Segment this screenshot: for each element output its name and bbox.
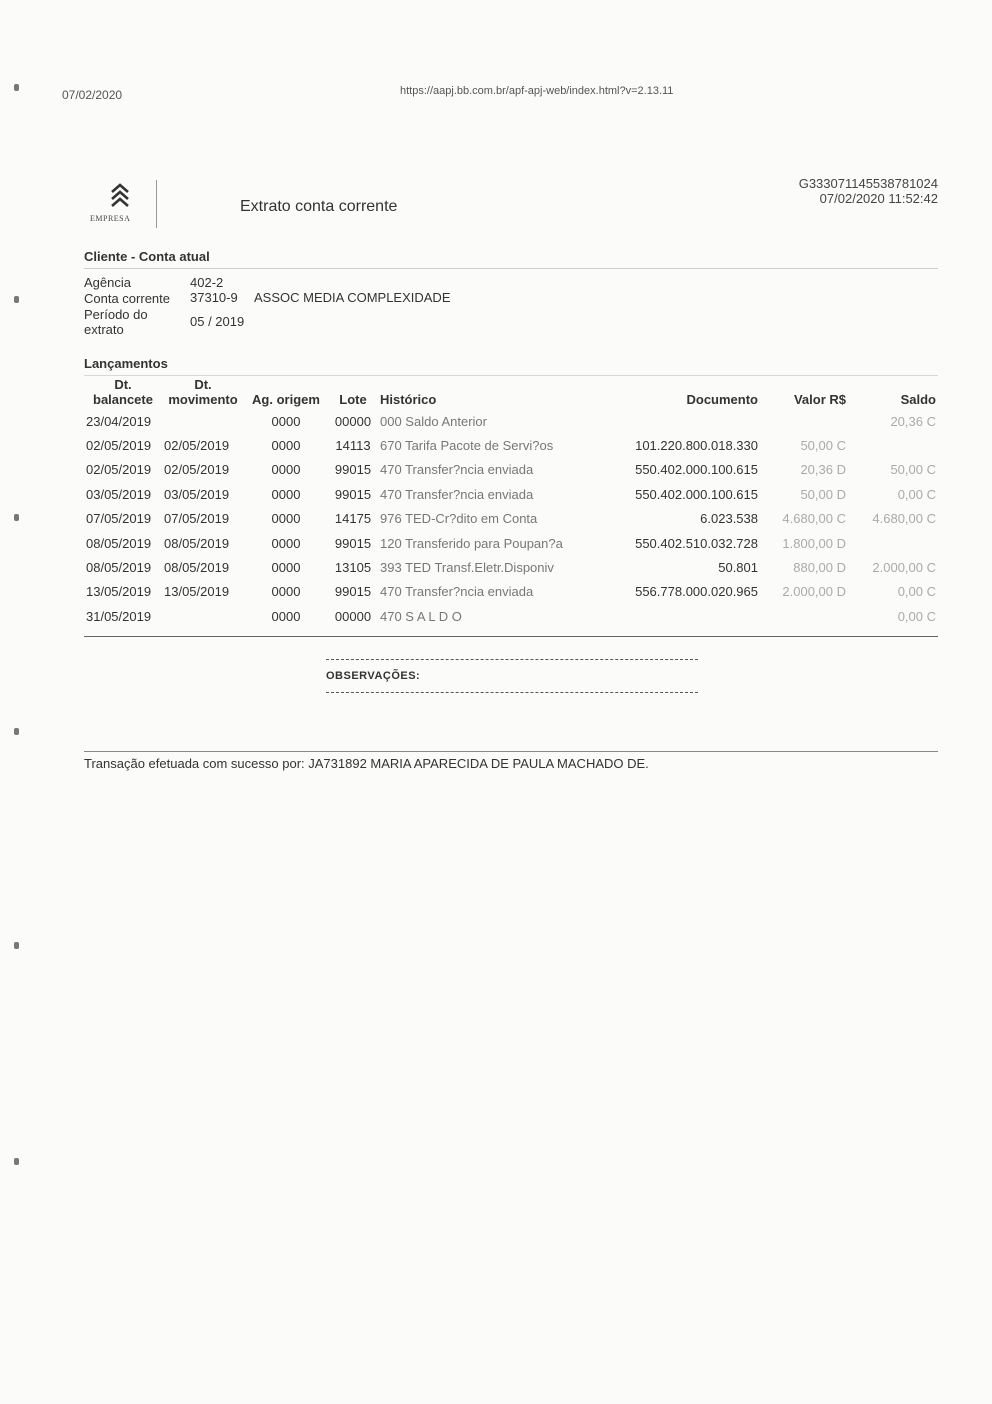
cell-historico: 470 Transfer?ncia enviada	[380, 584, 534, 600]
document-datetime: 07/02/2020 11:52:42	[819, 191, 938, 206]
divider	[84, 268, 938, 269]
col-valor: Valor R$	[793, 392, 846, 407]
cell-dt-balancete: 08/05/2019	[86, 535, 152, 551]
observacoes-label: OBSERVAÇÕES:	[326, 670, 421, 682]
cell-lote: 99015	[334, 535, 372, 551]
col-ag-origem: Ag. origem	[252, 392, 320, 407]
col-documento: Documento	[686, 392, 758, 407]
statement-table	[84, 377, 938, 629]
document-id-block	[799, 176, 938, 206]
cell-dt-balancete: 02/05/2019	[86, 462, 152, 478]
cell-documento: 6.023.538	[700, 511, 758, 527]
binder-hole	[14, 296, 19, 303]
cell-dt-movimento: 08/05/2019	[164, 560, 230, 576]
cell-dt-balancete: 02/05/2019	[86, 438, 152, 454]
cell-valor: 50,00 C	[800, 438, 846, 454]
cell-ag-origem: 0000	[271, 560, 301, 576]
cell-documento: 556.778.000.020.965	[635, 584, 758, 600]
cell-ag-origem: 0000	[271, 438, 301, 454]
cell-saldo	[848, 433, 938, 457]
cell-dt-balancete: 07/05/2019	[86, 511, 152, 527]
periodo-value: 05 / 2019	[190, 314, 245, 329]
cell-saldo: 0,00 C	[897, 486, 936, 502]
cell-documento: 550.402.510.032.728	[635, 535, 758, 551]
client-section-title: Cliente - Conta atual	[84, 249, 210, 264]
cell-saldo	[848, 531, 938, 555]
cell-dt-movimento: 08/05/2019	[164, 535, 230, 551]
cell-dt-movimento: 02/05/2019	[164, 438, 230, 454]
print-date: 07/02/2020	[62, 88, 123, 102]
cell-historico: 120 Transferido para Poupan?a	[380, 535, 563, 551]
header-label: movimento	[168, 392, 238, 407]
cell-valor: 4.680,00 C	[782, 511, 846, 527]
cell-dt-movimento: 03/05/2019	[164, 486, 230, 502]
cell-dt-movimento	[162, 604, 244, 628]
table-row	[84, 555, 938, 579]
table-row	[84, 531, 938, 555]
cell-historico: 393 TED Transf.Eletr.Disponiv	[380, 560, 554, 576]
table-row	[84, 433, 938, 457]
table-row	[84, 580, 938, 604]
cell-lote: 14113	[335, 438, 371, 454]
cell-valor	[760, 409, 848, 433]
cell-dt-movimento: 02/05/2019	[164, 462, 230, 478]
cell-ag-origem: 0000	[271, 462, 301, 478]
binder-hole	[14, 514, 19, 521]
cell-historico: 470 Transfer?ncia enviada	[380, 486, 534, 502]
col-historico: Histórico	[380, 392, 437, 407]
dashed-divider	[326, 659, 698, 660]
table-row	[84, 458, 938, 482]
cell-ag-origem: 0000	[271, 584, 301, 600]
col-dt-movimento	[162, 377, 244, 409]
page-title: Extrato conta corrente	[240, 198, 398, 215]
cell-saldo: 2.000,00 C	[872, 560, 936, 576]
logo-text: EMPRESA	[90, 214, 131, 223]
cell-lote: 99015	[334, 584, 372, 600]
table-header-row	[84, 377, 938, 409]
cell-dt-balancete: 03/05/2019	[86, 486, 152, 502]
cell-valor	[760, 604, 848, 628]
cell-documento: 550.402.000.100.615	[635, 486, 758, 502]
cell-dt-balancete: 13/05/2019	[86, 584, 152, 600]
conta-name: ASSOC MEDIA COMPLEXIDADE	[254, 290, 451, 305]
conta-value: 37310-9	[190, 290, 238, 305]
cell-valor: 1.800,00 D	[782, 535, 846, 551]
header-label: Dt.	[114, 377, 132, 392]
bank-logo	[86, 180, 157, 228]
agencia-label: Agência	[84, 275, 131, 290]
lancamentos-section-title: Lançamentos	[84, 356, 168, 371]
table-row	[84, 604, 938, 628]
cell-lote: 99015	[334, 462, 372, 478]
table-row	[84, 409, 938, 433]
cell-saldo: 50,00 C	[890, 462, 936, 478]
cell-ag-origem: 0000	[271, 535, 301, 551]
header-label: balancete	[93, 392, 153, 407]
col-saldo: Saldo	[900, 392, 936, 407]
cell-lote: 00000	[334, 413, 372, 429]
divider	[84, 375, 938, 376]
cell-historico: 470 Transfer?ncia enviada	[380, 462, 534, 478]
cell-lote: 14175	[334, 511, 372, 527]
cell-historico: 670 Tarifa Pacote de Servi?os	[380, 438, 554, 454]
binder-hole	[14, 942, 19, 949]
cell-valor: 880,00 D	[793, 560, 846, 576]
cell-ag-origem: 0000	[271, 486, 301, 502]
cell-lote: 00000	[334, 608, 372, 624]
periodo-label-line1: Período do	[84, 307, 148, 322]
cell-saldo: 0,00 C	[897, 584, 936, 600]
cell-documento: 550.402.000.100.615	[635, 462, 758, 478]
periodo-label-line2: extrato	[84, 322, 124, 337]
cell-historico: 470 S A L D O	[380, 608, 462, 624]
cell-historico: 000 Saldo Anterior	[380, 413, 487, 429]
agencia-value: 402-2	[190, 275, 224, 290]
cell-ag-origem: 0000	[271, 511, 301, 527]
cell-ag-origem: 0000	[271, 608, 301, 624]
cell-lote: 99015	[334, 486, 372, 502]
header-label: Dt.	[194, 377, 212, 392]
transaction-footer: Transação efetuada com sucesso por: JA731892 MARIA APARECIDA DE PAULA MACHADO DE.	[84, 756, 649, 771]
cell-valor: 20,36 D	[800, 462, 846, 478]
binder-hole	[14, 728, 19, 735]
binder-hole	[14, 1158, 19, 1165]
divider	[84, 751, 938, 752]
print-url: https://aapj.bb.com.br/apf-apj-web/index.html?v=2.13.11	[400, 85, 674, 97]
table-row	[84, 482, 938, 506]
binder-hole	[14, 84, 19, 91]
cell-dt-balancete: 08/05/2019	[86, 560, 152, 576]
cell-dt-movimento	[162, 409, 244, 433]
cell-saldo: 20,36 C	[890, 413, 936, 429]
cell-dt-balancete: 23/04/2019	[86, 413, 152, 429]
table-row	[84, 507, 938, 531]
conta-label: Conta corrente	[84, 291, 170, 306]
cell-documento	[610, 604, 760, 628]
cell-valor: 50,00 D	[800, 486, 846, 502]
col-dt-balancete	[84, 377, 162, 409]
cell-documento	[610, 409, 760, 433]
cell-ag-origem: 0000	[271, 413, 301, 429]
cell-historico: 976 TED-Cr?dito em Conta	[380, 511, 538, 527]
cell-dt-balancete: 31/05/2019	[86, 608, 152, 624]
document-id: G333071145538781024	[798, 176, 938, 191]
cell-valor: 2.000,00 D	[782, 584, 846, 600]
banco-do-brasil-logo-icon	[108, 182, 132, 210]
col-lote: Lote	[339, 392, 367, 407]
dashed-divider	[326, 692, 698, 693]
divider	[84, 636, 938, 637]
cell-documento: 101.220.800.018.330	[635, 438, 758, 454]
cell-dt-movimento: 13/05/2019	[164, 584, 230, 600]
cell-documento: 50.801	[718, 560, 758, 576]
cell-saldo: 0,00 C	[897, 608, 936, 624]
cell-saldo: 4.680,00 C	[872, 511, 936, 527]
cell-dt-movimento: 07/05/2019	[164, 511, 230, 527]
cell-lote: 13105	[334, 560, 372, 576]
